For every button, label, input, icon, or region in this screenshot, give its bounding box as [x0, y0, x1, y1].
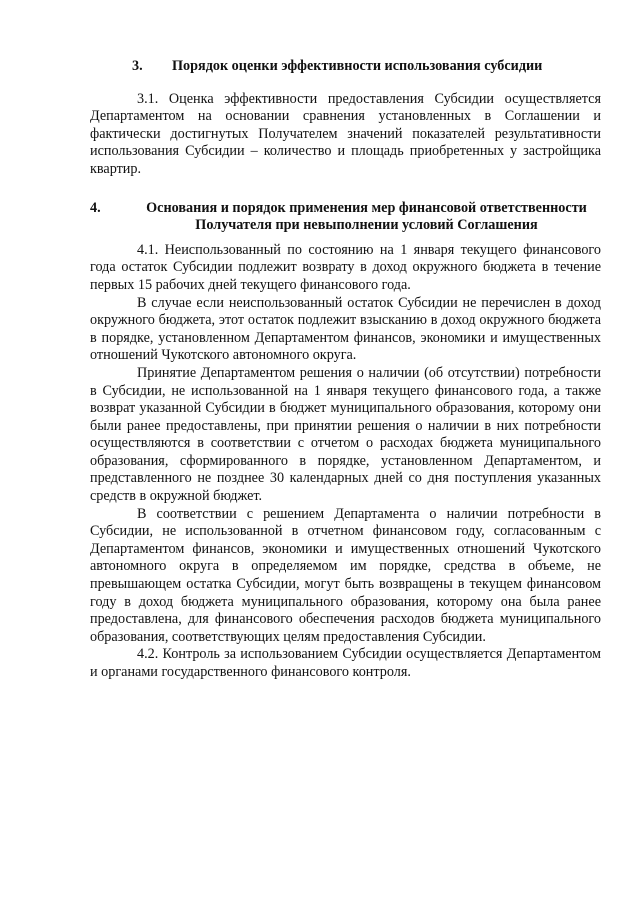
section-4-number: 4.: [90, 199, 101, 216]
section-3-title: Порядок оценки эффективности использования субсидии: [172, 58, 543, 74]
paragraph-4-1: 4.1. Неиспользованный по состоянию на 1 января текущего финансового года остаток Субсидии подлежит возврату в доход окружного бюджета в течение первых 15 рабочих дней текущего финансового года.: [90, 241, 601, 293]
section-3-number: 3.: [132, 58, 143, 74]
document-page: [90, 58, 601, 682]
paragraph-4-1-need-decision: Принятие Департаментом решения о наличии (об отсутствии) потребности в Субсидии, не использованной на 1 января текущего финансового года, а также возврат указанной Субсидии в бюджет муниципального образования, которому они были ранее предоставлены, при принятии решения о наличии в них потребности осуществляются в соответствии с отчетом о расходах бюджета муниципального образования, сформированного в порядке, установленном Департаментом, и представленного не позднее 30 календарных дней со дня поступления указанных средств в окружной бюджет.: [90, 364, 601, 505]
paragraph-4-1-unspent-balance: В случае если неиспользованный остаток Субсидии не перечислен в доход окружного бюджета, этот остаток подлежит взысканию в доход окружного бюджета в порядке, установленном Департаментом финансов, экономики и имущественных отношений Чукотского автономного округа.: [90, 294, 601, 364]
section-4-title: Основания и порядок применения мер финансовой ответственности Получателя при невыполнении условий Соглашения: [146, 199, 587, 234]
paragraph-3-1: 3.1. Оценка эффективности предоставления Субсидии осуществляется Департаментом на основании сравнения установленных в Соглашении и фактически достигнутых Получателем значений показателей результативности использования Субсидии – количество и площадь приобретенных у застройщика квартир.: [90, 90, 601, 177]
paragraph-4-1-return-funds: В соответствии с решением Департамента о наличии потребности в Субсидии, не использованной в отчетном финансовом году, согласованным с Департаментом финансов, экономики и имущественных отношений Чукотского автономного округа в определяемом им порядке, средства в объеме, не превышающем остатка Субсидии, могут быть возвращены в текущем финансовом году в доход бюджета муниципального образования, которому она была ранее предоставлена, для финансового обеспечения расходов бюджета муниципального образования, соответствующих целям предоставления Субсидии.: [90, 505, 601, 645]
paragraph-4-2: 4.2. Контроль за использованием Субсидии осуществляется Департаментом и органами государственного финансового контроля.: [90, 646, 601, 680]
section-4-heading: [90, 200, 601, 235]
section-3-heading: [132, 58, 601, 76]
